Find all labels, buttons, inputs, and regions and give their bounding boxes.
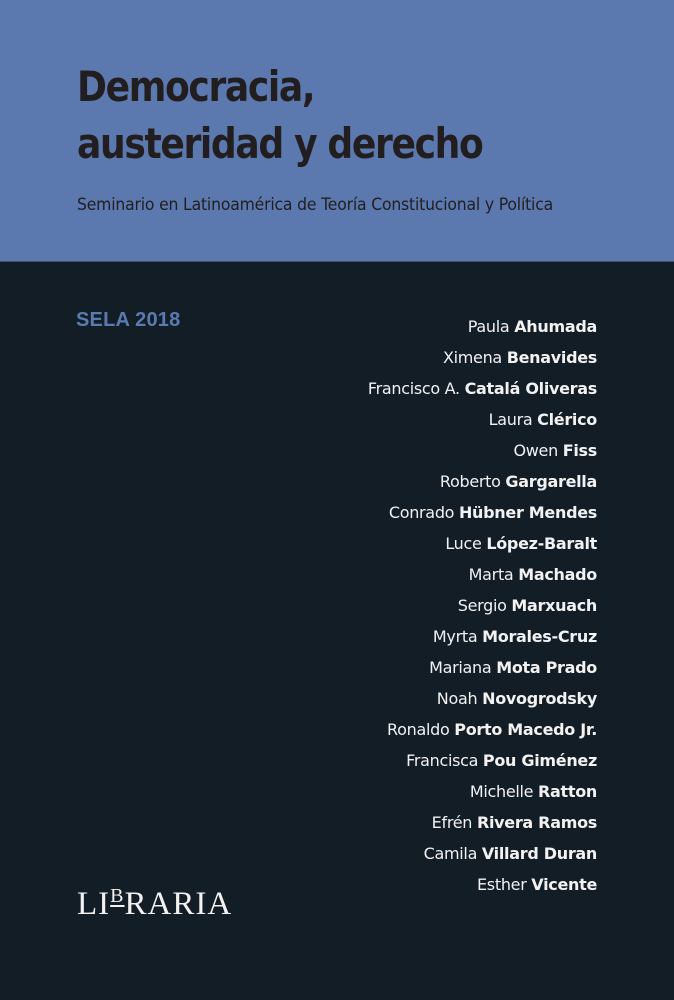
- author-item: Sergio Marxuach: [457, 596, 597, 615]
- author-item: Ronaldo Porto Macedo Jr.: [387, 720, 597, 739]
- author-item: Camila Villard Duran: [423, 844, 597, 863]
- author-item: Owen Fiss: [513, 441, 597, 460]
- title-line-1: Democracia,: [77, 62, 315, 111]
- author-item: Roberto Gargarella: [439, 472, 597, 491]
- author-item: Luce López-Baralt: [445, 534, 597, 553]
- author-item: Michelle Ratton: [469, 782, 597, 801]
- author-item: Mariana Mota Prado: [429, 658, 597, 677]
- author-item: Ximena Benavides: [442, 348, 597, 367]
- publisher-logo: $LI^BRARIA$: [77, 885, 233, 922]
- author-list: [368, 311, 597, 900]
- author-item: Noah Novogrodsky: [436, 689, 597, 708]
- author-item: Paula Ahumada: [467, 317, 597, 336]
- book-title: [77, 58, 482, 172]
- series-label: SELA 2018: [76, 309, 181, 331]
- title-band: [0, 0, 674, 262]
- author-item: Esther Vicente: [477, 875, 597, 894]
- author-item: Francisca Pou Giménez: [406, 751, 597, 770]
- author-item: Efrén Rivera Ramos: [431, 813, 597, 832]
- author-item: Francisco A. Catalá Oliveras: [367, 379, 597, 398]
- title-line-2: austeridad y derecho: [77, 119, 483, 168]
- author-item: Myrta Morales-Cruz: [432, 627, 597, 646]
- book-subtitle: Seminario en Latinoamérica de Teoría Constitucional y Política: [77, 195, 554, 215]
- author-item: Marta Machado: [468, 565, 597, 584]
- author-item: Conrado Hübner Mendes: [388, 503, 597, 522]
- author-item: Laura Clérico: [488, 410, 597, 429]
